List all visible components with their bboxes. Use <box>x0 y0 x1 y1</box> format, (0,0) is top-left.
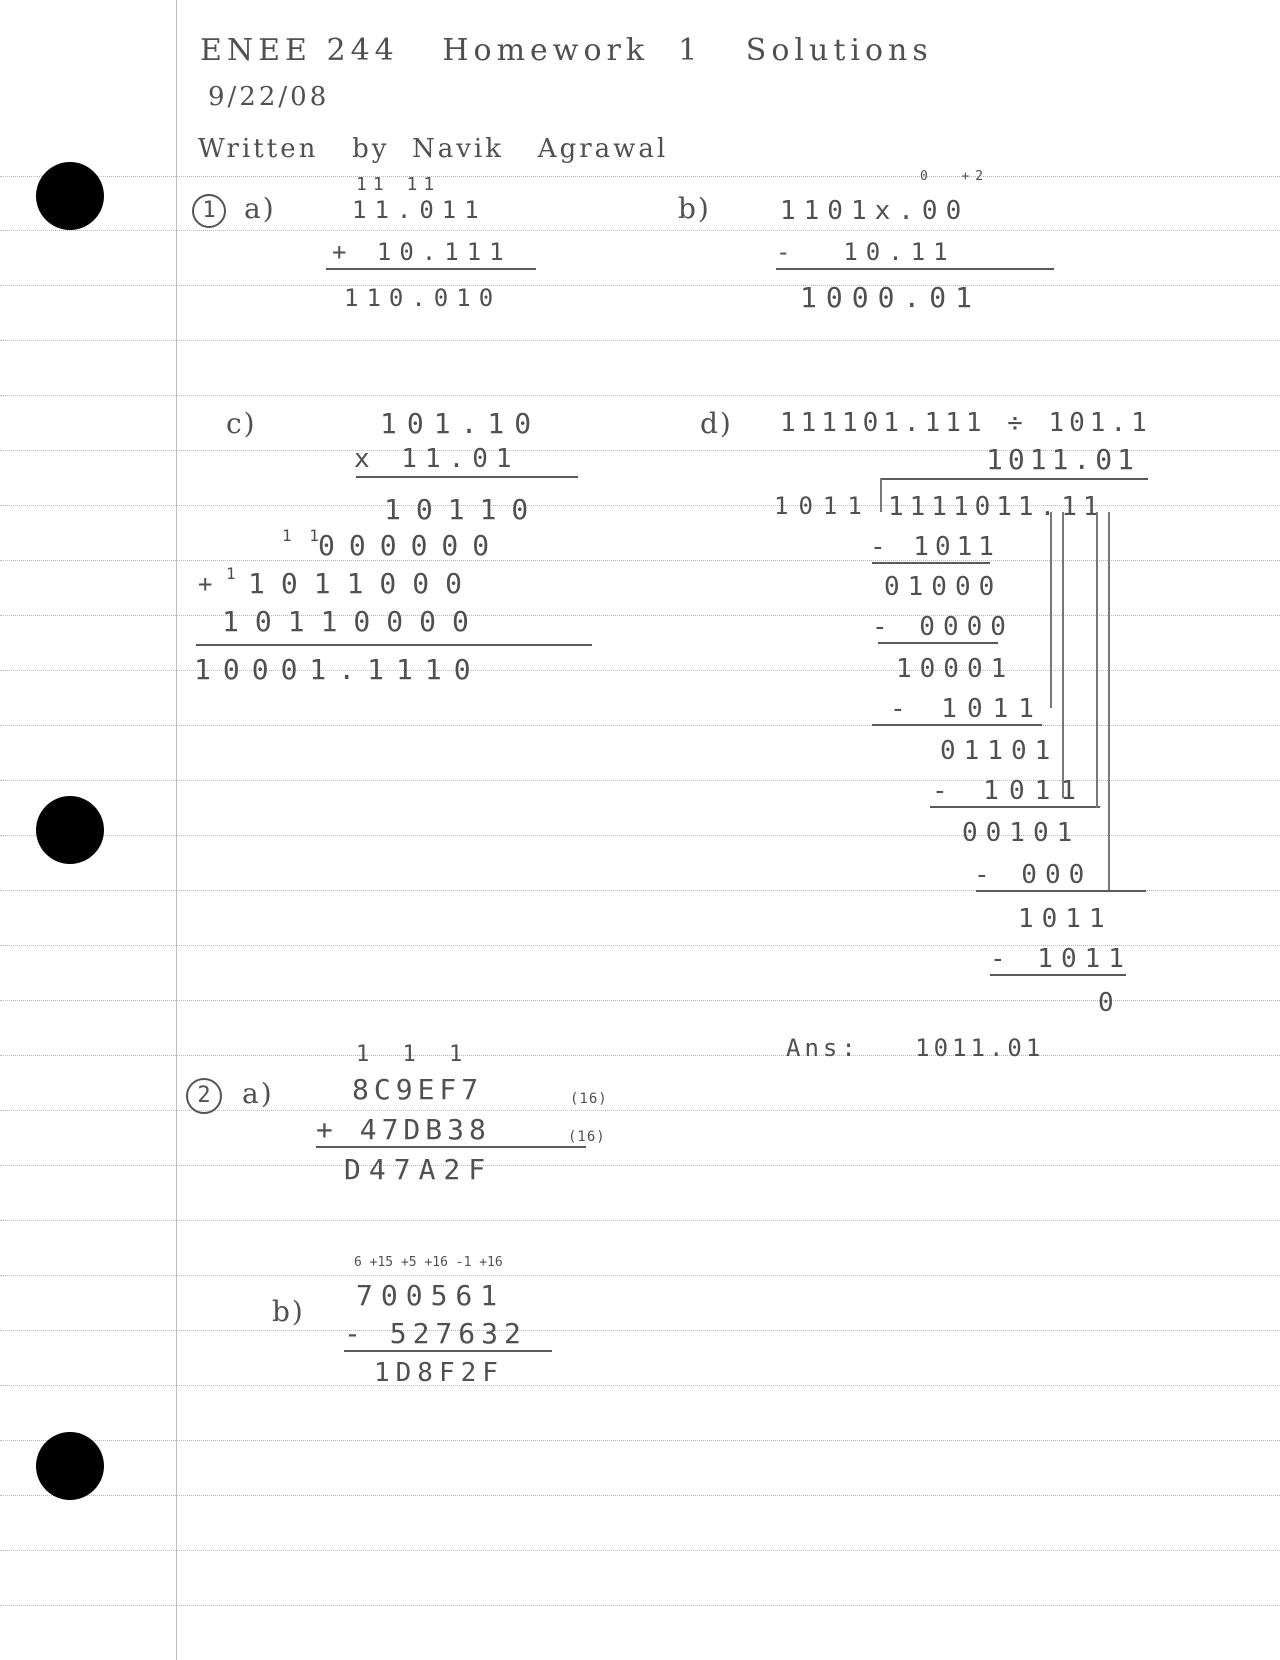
page-title: ENEE 244 Homework 1 Solutions <box>200 33 933 68</box>
part-1c-carries-row2: 1 1 <box>282 526 323 545</box>
part-1b-bottom: - 10.11 <box>776 238 956 266</box>
binder-hole <box>36 796 104 864</box>
rule-line <box>0 285 1280 286</box>
part-1d-label: d) <box>700 407 733 440</box>
rule-line <box>0 1055 1280 1056</box>
rule-line <box>0 1275 1280 1276</box>
rule-line <box>0 560 1280 561</box>
part-1d-step-11: - 1011 <box>990 944 1132 974</box>
part-1c-plus: + <box>198 570 221 598</box>
rule-line <box>0 835 1280 836</box>
part-1d-bring-down-arrow <box>1096 512 1098 808</box>
part-1b-label: b) <box>678 192 711 225</box>
rule-line <box>0 1165 1280 1166</box>
rule-line <box>0 1605 1280 1606</box>
rule-line <box>0 176 1280 177</box>
part-1a-result: 110.010 <box>344 284 502 312</box>
part-1d-step-8: 00101 <box>962 818 1081 848</box>
part-1c-label: c) <box>226 407 257 440</box>
part-2b-borrows: 6 +15 +5 +16 -1 +16 <box>354 1255 503 1270</box>
margin-line <box>176 0 177 1660</box>
part-1b-result: 1000.01 <box>800 281 982 314</box>
rule-line <box>0 780 1280 781</box>
part-1c-partial-2: 000000 <box>318 529 504 562</box>
part-1d-step-12: 0 <box>1098 988 1122 1018</box>
rule-line <box>0 725 1280 726</box>
part-1d-division-bracket <box>880 478 882 512</box>
part-1d-dividend: 1111011.11 <box>888 492 1105 522</box>
part-2b-diff-line <box>344 1350 552 1352</box>
part-1d-step-3: - 0000 <box>872 612 1014 642</box>
part-1d-step-5: - 1011 <box>890 694 1044 724</box>
part-1a-label: a) <box>244 192 276 225</box>
part-1d-problem: 111101.111 ÷ 101.1 <box>780 408 1152 438</box>
part-2b-top: 700561 <box>356 1279 506 1312</box>
rule-line <box>0 1220 1280 1221</box>
binder-hole <box>36 1432 104 1500</box>
rule-line <box>0 1385 1280 1386</box>
rule-line <box>0 1495 1280 1496</box>
part-1d-step-7: - 1011 <box>932 776 1086 806</box>
part-1d-step-10: 1011 <box>1018 904 1113 934</box>
part-1d-step-6: 01101 <box>940 736 1059 766</box>
part-1a-carries: 11 11 <box>356 174 441 195</box>
part-2b-bottom: - 527632 <box>344 1317 527 1350</box>
rule-line <box>0 670 1280 671</box>
part-2a-label: a) <box>242 1077 274 1110</box>
author: Written by Navik Agrawal <box>198 134 669 164</box>
part-1d-step-line <box>976 890 1146 892</box>
part-2a-carries: 1 1 1 <box>356 1042 473 1067</box>
part-1b-diff-line <box>776 268 1054 270</box>
rule-line <box>0 1000 1280 1001</box>
rule-line <box>0 615 1280 616</box>
problem-2-number: 2 <box>186 1078 222 1114</box>
part-1d-bring-down-arrow <box>1050 512 1052 708</box>
part-1b-top: 1101x.00 <box>780 196 970 226</box>
rule-line <box>0 1440 1280 1441</box>
part-1d-answer: Ans: 1011.01 <box>786 1034 1045 1062</box>
part-2a-top-base: (16) <box>570 1091 608 1107</box>
rule-line <box>0 1550 1280 1551</box>
part-1a-top: 11.011 <box>352 196 487 224</box>
part-1d-step-line <box>872 724 1042 726</box>
part-2a-bottom: + 47DB38 <box>316 1113 491 1146</box>
part-1d-step-line <box>990 974 1126 976</box>
part-2b-label: b) <box>272 1295 305 1328</box>
part-1d-step-line <box>930 806 1100 808</box>
part-1b-borrows: 0 +2 <box>920 169 990 184</box>
part-1c-partial-3: 1011000 <box>248 567 479 600</box>
rule-line <box>0 395 1280 396</box>
part-1c-result: 10001.1110 <box>194 653 483 686</box>
part-1d-step-line <box>878 642 998 644</box>
part-1d-step-2: 01000 <box>884 572 1003 602</box>
date: 9/22/08 <box>208 82 330 112</box>
part-1d-step-line <box>872 562 990 564</box>
part-1d-quotient: 1011.01 <box>986 443 1140 476</box>
rule-line <box>0 340 1280 341</box>
part-1a-sum-line <box>326 268 536 270</box>
part-1c-top: 101.10 <box>380 407 542 440</box>
part-1a-bottom: + 10.111 <box>332 238 512 266</box>
part-2b-result: 1D8F2F <box>374 1358 504 1388</box>
part-1d-step-4: 10001 <box>896 654 1015 684</box>
problem-1-number: 1 <box>192 194 226 228</box>
part-2a-bottom-base: (16) <box>568 1129 606 1145</box>
part-2a-top: 8C9EF7 <box>352 1073 484 1106</box>
part-1d-divisor: 1011 <box>774 492 872 520</box>
binder-hole <box>36 162 104 230</box>
part-1d-step-1: - 1011 <box>870 532 1000 562</box>
part-1c-bottom: x 11.01 <box>354 444 520 474</box>
part-1c-product-line <box>356 476 578 478</box>
part-2a-sum-line <box>316 1146 586 1148</box>
part-1c-partial-1: 10110 <box>384 493 544 526</box>
part-1d-bring-down-arrow <box>1062 512 1064 798</box>
part-1c-carry-row3: 1 <box>226 564 237 583</box>
part-1d-division-bar <box>880 478 1148 480</box>
part-1d-step-9: - 000 <box>974 860 1093 890</box>
part-1c-partial-4: 10110000 <box>222 605 485 638</box>
rule-line <box>0 1330 1280 1331</box>
part-1c-sum-line <box>196 644 592 646</box>
rule-line <box>0 230 1280 231</box>
part-1d-bring-down-arrow <box>1108 512 1110 890</box>
part-2a-result: D47A2F <box>344 1153 494 1186</box>
